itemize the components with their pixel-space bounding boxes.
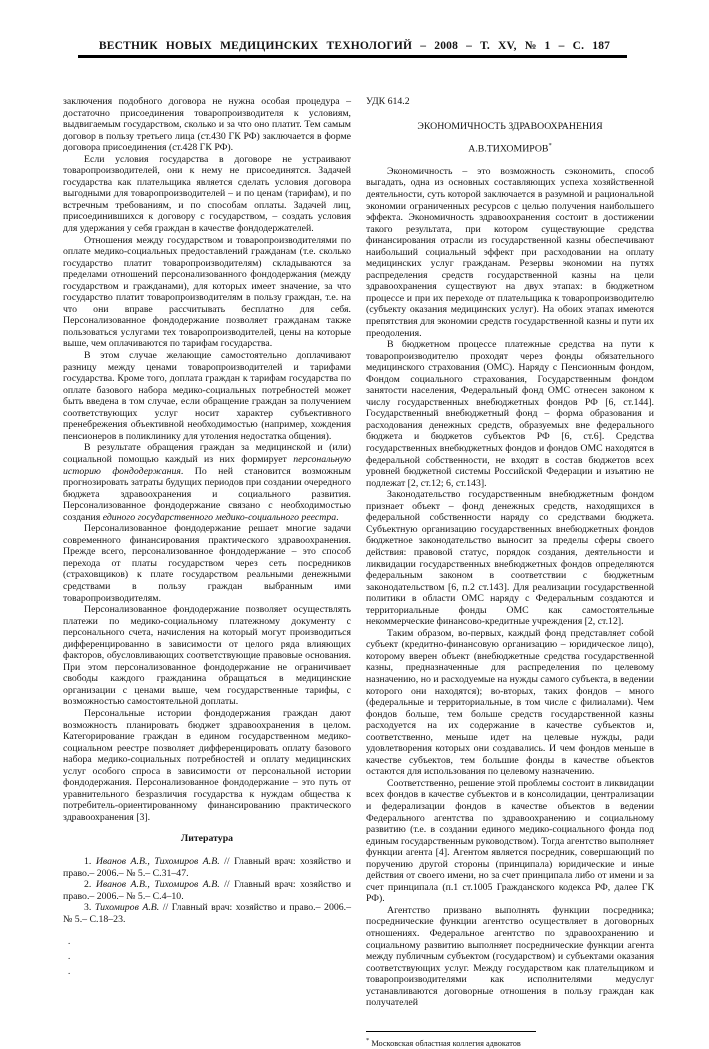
reference-item (63, 856, 351, 879)
text-run: единого государственного медико-социального реестра (102, 511, 337, 523)
trailing-dots (63, 934, 351, 979)
text-run: Соответственно, решение этой проблемы состоит в ликвидации всех фондов в качестве субъектов и в консолидации, централизации и федерализации фондов в качестве объектов в ведении Федерального агентства по здравоохранению и социальному развитию (т.е. в создании единого медико-социального фонда под единым государственным руководством). Тогда агентство выполняет функции агента [4]. Агентом является посредник, совершающий по поручению другой стороны (принципала) юридические и иные действия от своего имени, но за счет принципала либо от имени и за счет принципала (п.1 ст.1005 Гражданского кодекса РФ, далее ГК РФ). (366, 777, 655, 905)
right-paragraphs (366, 166, 654, 1009)
text-run: . (336, 511, 339, 523)
paragraph (63, 350, 351, 442)
page-body (63, 96, 654, 1049)
paragraph (63, 96, 351, 154)
author-footnote-mark: * (548, 142, 552, 150)
text-run: . (68, 936, 71, 947)
text-run: Иванов А.В., Тихомиров А.В. (95, 879, 220, 891)
footnote-mark: * (366, 1036, 370, 1044)
text-run: Иванов А.В., Тихомиров А.В. (95, 856, 220, 867)
text-run: Законодательство государственным внебюджетным фондом признает объект – фонд денежных средств, находящихся в федеральной собственности наряду со средствами бюджета. Субъектную организацию государственных внебюджетных фондов бюджетное законодательство выносит за пределы сферы своего действия: правовой статус, порядок создания, деятельности и ликвидации государственных внебюджетных фондов определяются федеральным законом в соответствии с бюджетным законодательством [6, п.2 ст.143]. Для реализации государственной политики в области ОМС наряду с Федеральным создаются и территориальные фонды ОМС как самостоятельные некоммерческие финансово-кредитные учреждения [2, ст.12]. (366, 489, 654, 628)
paragraph (366, 905, 654, 1009)
text-run: // Главный врач: хозяйство и право.– 2006.– № 5.– С.18–23. (63, 902, 352, 925)
paragraph (63, 442, 351, 523)
text-run: заключения подобного договора не нужна особая процедура – достаточно присоединения товаропроизводителя к условиям, выдвигаемым государством, сколько и за что оно платит. Тем самым договор в пользу третьего лица (ст.430 ГК РФ) заключается в форме договора присоединения (ст.428 ГК РФ). (63, 96, 351, 154)
paragraph (366, 489, 654, 628)
text-run: . (68, 966, 71, 977)
text-run: 1. (84, 856, 96, 867)
text-run: . (68, 951, 71, 962)
journal-header: ВЕСТНИК НОВЫХ МЕДИЦИНСКИХ ТЕХНОЛОГИЙ – 2008 – Т. XV, № 1 – С. 187 (98, 40, 611, 52)
text-run: Таким образом, во-первых, каждый фонд представляет собой субъект (кредитно-финансовую организацию – юридическое лицо), которому вверен объект (внебюджетные средства государственной казны, предназначенные для распределения по целевому назначению, но и расходуемые на нужды самого субъекта, в ведении которого они находятся); во-вторых, таких фондов – много (федеральные и территориальные, в том числе с филиалами). Чем фондов больше, тем больше средств государственной казны расходуется на их содержание в качестве субъектов и, соответственно, меньше идет на целевые нужды, ради удовлетворения которых они создавались. И чем фондов меньше в качестве субъектов, тем большие фонды в качестве объектов остаются для использования по целевому назначению. (366, 627, 654, 778)
paragraph (366, 628, 654, 778)
text-run: В бюджетном процессе платежные средства на пути к товаропроизводителю проходят через фонды обязательного медицинского страхования (ОМС). Наряду с Пенсионным фондом, Фондом социального страхования, Государственным фондом занятости населения, Федеральный фонд ОМС отнесен законом к числу государственных внебюджетных фондов РФ [6, ст.144]. Государственный внебюджетный фонд – форма образования и расходования денежных средств, образуемых вне федерального бюджета и бюджетов субъектов РФ [6, ст.6]. Средства государственных внебюджетных фондов и фондов ОМС находятся в федеральной собственности, не входят в состав бюджетов всех уровней бюджетной системы Российской Федерации и изъятию не подлежат [2, ст.12; 6, ст.143]. (366, 339, 654, 489)
paragraph (63, 708, 351, 823)
paragraph (63, 154, 351, 235)
text-run: Персонализованное фондодержание решает многие задачи современного финансирования практического здравоохранения. Прежде всего, персонализованное фондодержание – это способ перехода от платы государством через сеть посредников (страховщиков) к плате государством реальными денежными средствами в пользу граждан выбранным ими товаропроизводителям. (63, 523, 351, 604)
left-paragraphs (63, 96, 351, 823)
text-run: В этом случае желающие самостоятельно доплачивают разницу между ценами товаропроизводителей и тарифами государства. Кроме того, доплата граждан к тарифам государства по оплате базового набора медико-социальных потребностей может быть введена в том случае, если обращение граждан за получением соответствующих услуг носит характер субъективного пренебрежения объективной необходимостью (например, хождения пенсионеров в поликлинику для утоления недостатка общения). (63, 350, 351, 442)
dot-line (63, 964, 351, 979)
reference-item (63, 879, 351, 902)
text-run: . По ней становится возможным прогнозировать затраты будущих периодов при создании очередного бюджета здравоохранения и социального развития. Персонализованное фондодержание связано с необходимостью создания (63, 465, 351, 523)
literature-heading: Литература (180, 833, 234, 845)
reference-list (63, 856, 351, 925)
paragraph (366, 166, 654, 339)
text-run: // Главный врач: хозяйство и право.– 2006.– № 5.– С.31–47. (63, 856, 351, 879)
text-run: Тихомиров А.В. (94, 902, 160, 914)
text-run: Персонализованное фондодержание позволяет осуществлять платежи по медико-социальному платежному документу с персонального счета, начисления на который могут производиться дифференцированно в зависимости от целого ряда влияющих факторов, обусловливающих соответствующие правовые основания. При этом персонализованное фондодержание не ограничивает свободы каждого гражданина обращаться в медицинские организации с ценами выше, чем государственные тарифы, с возможностью самостоятельной доплаты. (63, 604, 351, 708)
author-line (366, 140, 654, 155)
header-rule (78, 55, 627, 58)
paragraph (366, 778, 654, 905)
article-title: ЭКОНОМИЧНОСТЬ ЗДРАВООХРАНЕНИЯ (417, 120, 603, 132)
text-run: Если условия государства в договоре не устраивают товаропроизводителей, они к нему не присоединятся. Задачей государства как плательщика является сделать условия договора выгодными для товаропроизводителей – и по ценам (тарифам), и по встречным требованиям, и по способам оплаты. Задачей лиц, присоединившихся к договору с государством, – создать условия для удержания у себя граждан в качестве фондодержателей. (63, 153, 351, 235)
text-run: Персональные истории фондодержания граждан дают возможность планировать бюджет здравоохранения в целом. Категорирование граждан в едином государственном медико-социальном реестре позволяет дифференцировать оплату базового набора медико-социальных потребностей и оплату медицинских услуг особого спроса в зависимости от персональной истории фондодержания. Персонализованное фондодержание – это путь от уравнительного безразличия государства к нуждам общества к потребитель-ориентированному финансированию практического здравоохранения [3]. (63, 707, 351, 823)
reference-item (63, 902, 351, 925)
paragraph (63, 604, 351, 708)
text-run: Отношения между государством и товаропроизводителями по оплате медико-социальных предоставлений гражданам (т.е. сколько государство платит товаропроизводителям) складываются за пределами отношений персонализованного фондодержания (между государством и гражданами), для которых имеет значение, за что государство платит товаропроизводителям в пользу граждан, т.е. на что они вправе рассчитывать бесплатно для себя. Персонализованное фондодержание позволяет гражданам также пользоваться услугами тех товаропроизводителей, цены на которые выше, чем оплачиваются по тарифам государства. (63, 234, 351, 350)
footnote (366, 1036, 654, 1049)
footnote-text: Московская областная коллегия адвокатов (371, 1038, 521, 1048)
text-run: 3. (84, 902, 95, 914)
udc-label: УДК 614.2 (366, 96, 410, 107)
right-column (366, 96, 654, 1049)
dot-line (63, 949, 351, 964)
paragraph (63, 235, 351, 350)
text-run: В результате обращения граждан за медицинской и (или) социальной помощью каждый из них формирует (63, 442, 351, 465)
author-name: А.В.ТИХОМИРОВ (468, 143, 549, 155)
text-run: // Главный врач: хозяйство и право.– 2006.– № 5.– С.4–10. (63, 879, 351, 902)
left-column (63, 96, 351, 1049)
text-run: персональную историю фондодержания (63, 453, 351, 477)
paragraph (366, 339, 654, 489)
dot-line (63, 934, 351, 949)
text-run: Агентство призвано выполнять функции посредника; посреднические функции агентство осуществляет в договорных отношениях. Федеральное агентство по здравоохранению и социальному развитию выполняет посреднические функции агента между публичным субъектом (государством) и субъектами оказания соответствующих услуг. Между государством как плательщиком и товаропроизводителями как исполнителями медуслуг устанавливаются договорные отношения в пользу граждан как получателей (366, 904, 654, 1009)
text-run: 2. (84, 879, 96, 891)
paragraph (63, 523, 351, 604)
footnote-rule (366, 1031, 536, 1032)
text-run: Экономичность – это возможность сэкономить, способ выгадать, одна из основных составляющих успеха хозяйственной деятельности, суть которой заключается в разумной и рациональной экономии ограниченных ресурсов с целью получения наибольшего эффекта. Экономичность здравоохранения состоит в достижении такого результата, при котором существующие средства финансирования отрасли из государственной казны обеспечивают наибольший социальный эффект при расходовании на оплату медицинских услуг гражданам. Резервы экономии на путях распределения средств государственной казны на цели здравоохранения существуют на двух этапах: в бюджетном процессе и при их переходе от плательщика к товаропроизводителю (субъекту оказания медицинских услуг). На обоих этапах имеются препятствия для экономии средств государственной казны и пути их преодоления. (366, 165, 654, 339)
